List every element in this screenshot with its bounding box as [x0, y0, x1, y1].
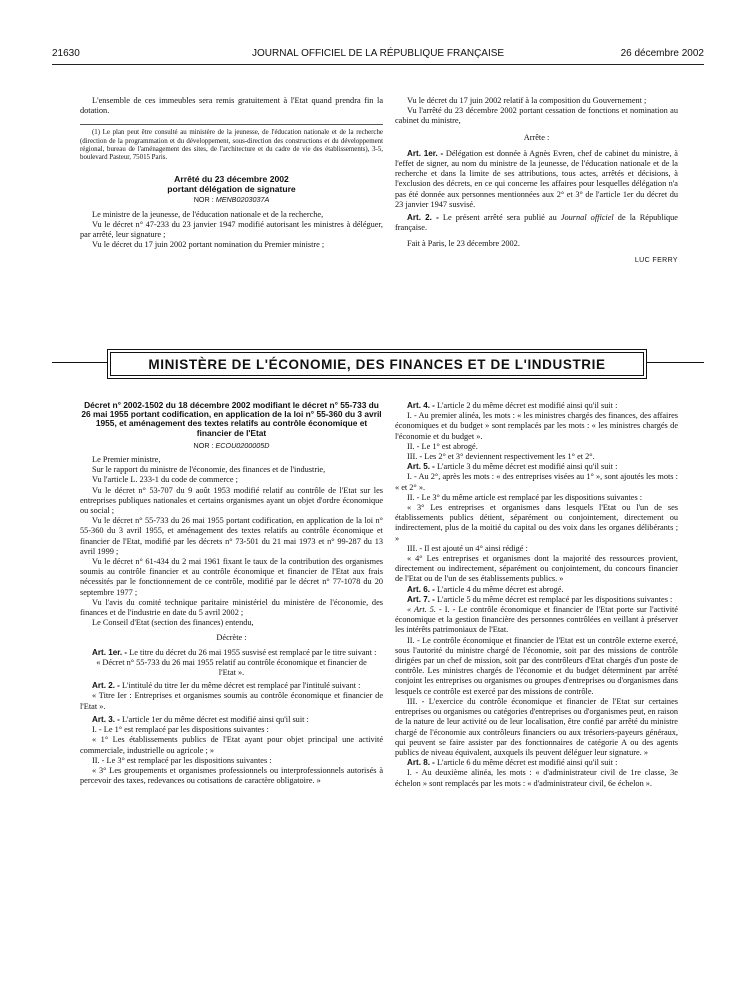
banner-rule-right	[647, 362, 704, 363]
nor-code: MENB0203037A	[215, 195, 270, 205]
arrete-title-line1: Arrêté du 23 décembre 2002	[174, 174, 289, 185]
decree-article-8	[395, 758, 678, 768]
decree-article-2-quote: « Titre Ier : Entreprises et organismes soumis au contrôle économique et financier de l'Etat ».	[80, 691, 383, 711]
decree-article-7-label: Art. 7. -	[407, 594, 435, 604]
decree-article-3-i-quote: « 1° Les établissements publics de l'Etat ayant pour objet principal une activité commerciale, industrielle ou agricole ; »	[80, 735, 383, 755]
decree-article-5-label: Art. 5. -	[407, 462, 435, 472]
decree-article-4	[395, 401, 678, 411]
intro-paragraph: L'ensemble de ces immeubles sera remis gratuitement à l'Etat quand prendra fin la dotation.	[80, 96, 383, 116]
footnote-rule	[80, 124, 383, 125]
decree-nor-label: NOR :	[193, 440, 214, 450]
decree-p5: Vu le décret n° 55-733 du 26 mai 1955 portant codification, en application de la loi n° 55-360 du 3 avril 1955, et aménagement des textes relatifs au contrôle économique et financier de l'Etat, modifié par les décrets n° 73-501 du 21 mai 1973 et n° 99-287 du 13 avril 1999 ;	[80, 516, 383, 556]
decree-p2: Sur le rapport du ministre de l'économie, des finances et de l'industrie,	[92, 465, 326, 475]
decree-article-8-label: Art. 8. -	[407, 758, 435, 768]
arrete-title-line2: portant délégation de signature	[167, 183, 296, 194]
decree-nor	[80, 441, 383, 451]
decree-article-7-text: L'article 5 du même décret est remplacé par les dispositions suivantes :	[436, 594, 673, 604]
article-1-label: Art. 1er. -	[407, 148, 444, 158]
article-1	[395, 149, 678, 210]
signature	[395, 255, 678, 266]
decree-p7: Vu l'avis du comité technique paritaire ministériel du ministère de l'économie, des finances et de l'industrie en date du 5 avril 2002 ;	[80, 597, 383, 618]
decree-article-5-ii-quote: « 3° Les entreprises et organismes dans lesquels l'Etat ou l'un de ses établissements publics détient, séparément ou conjointement, directement ou indirectement, plus de la moitié du capital ou des voix dans les organes délibérants ; »	[395, 503, 678, 543]
decree-article-4-text: L'article 2 du même décret est modifié ainsi qu'il suit :	[436, 401, 618, 410]
visa-2: Vu le décret n° 47-233 du 23 janvier 1947 modifié autorisant les ministres à déléguer, par arrêté, leur signature ;	[80, 219, 383, 240]
decree-article-4-ii: II. - Le 1° est abrogé.	[407, 441, 478, 451]
visa-3: Vu le décret du 17 juin 2002 portant nomination du Premier ministre ;	[92, 240, 325, 250]
decree-article-1-text: Le titre du décret du 26 mai 1955 susvisé est remplacé par le titre suivant :	[129, 647, 377, 657]
decree-article-4-i: I. - Au premier alinéa, les mots : « les ministres chargés des finances, des affaires économiques et du budget » sont remplacés par les mots : « les ministres chargés de l'économie et du budget ».	[395, 411, 678, 441]
decree-article-6	[395, 585, 678, 595]
decree-article-2	[80, 681, 383, 691]
decree-article-1-quote: « Décret n° 55-733 du 26 mai 1955 relatif au contrôle économique et financier de l'Etat ».	[96, 657, 367, 678]
visa-5: Vu l'arrêté du 23 décembre 2002 portant cessation de fonctions et nomination au cabinet du ministre,	[395, 106, 678, 126]
decree-article-3-label: Art. 3. -	[92, 714, 120, 724]
bottom-right-column	[395, 401, 678, 789]
decree-article-5-text: L'article 3 du même décret est modifié ainsi qu'il suit :	[436, 462, 618, 472]
header-rule	[52, 64, 704, 65]
decree-article-5-i: I. - Au 2°, après les mots : « des entreprises visées au 1° », sont ajoutés les mots : « et 2° ».	[395, 472, 678, 492]
signatory-name: LUC FERRY	[634, 256, 678, 264]
nor-label: NOR :	[193, 195, 214, 205]
decree-article-5	[395, 462, 678, 472]
decree-title: Décret n° 2002-1502 du 18 décembre 2002 modifiant le décret n° 55-733 du 26 mai 1955 portant codification, en application de la loi n° 55-360 du 3 avril 1955, et aménagement des textes relatifs au contrôle économique et financier de l'Etat	[81, 400, 382, 438]
decree-article-7-quote-i	[395, 605, 678, 636]
journal-officiel-italic: Journal officiel	[560, 213, 614, 223]
decree-p4: Vu le décret n° 53-707 du 9 août 1953 modifié relatif au contrôle de l'Etat sur les entreprises publiques nationales et certains organismes ayant un objet d'ordre économique ou social ;	[80, 485, 383, 516]
decree-p6: Vu le décret n° 61-434 du 2 mai 1961 fixant le taux de la contribution des organismes soumis au contrôle financier et au contrôle économique et financier de l'Etat aux frais nécessités par le fonctionnement de ce contrôle, modifié par le décret n° 77-1078 du 20 septembre 1977 ;	[80, 557, 383, 597]
decree-article-7	[395, 595, 678, 605]
arrete-title	[80, 175, 383, 194]
decree-article-2-label: Art. 2. -	[92, 681, 120, 691]
decree-p1: Le Premier ministre,	[92, 455, 161, 465]
decree-article-8-text: L'article 6 du même décret est modifié ainsi qu'il suit :	[436, 758, 618, 768]
decree-article-7-quote-i-text: - I. - Le contrôle économique et financier de l'Etat porte sur l'activité économique et la gestion financière des personnes contrôlées en veillant à préserver les intérêts patrimoniaux de l'Etat.	[395, 605, 678, 635]
decree-article-7-quote-iii: III. - L'exercice du contrôle économique et financier de l'Etat sur certaines entreprises ou organismes ou catégories d'entreprises ou d'organismes peut, en raison de la nature de leur activité ou de leur localisation, être confié par arrêté du ministre chargé de l'économie aux contrôleurs financiers ou aux trésoriers-payeurs généraux, qui peuvent se faire assister par des fonctionnaires de catégorie A ou des agents publics de niveau équivalent, auxquels ils peuvent déléguer leur signature. »	[395, 696, 678, 757]
decree-article-6-text: L'article 4 du même décret est abrogé.	[436, 584, 564, 594]
nor-reference	[80, 195, 383, 205]
article-5-italic: « Art. 5.	[407, 605, 436, 615]
decree-article-3-ii-quote: « 3° Les groupements et organismes professionnels ou interprofessionnels autorisés à percevoir des taxes, redevances ou cotisations de caractère obligatoire. »	[80, 765, 383, 786]
decree-article-1-label: Art. 1er. -	[92, 647, 128, 657]
bottom-left-column	[80, 401, 383, 786]
visa-1: Le ministre de la jeunesse, de l'éducation nationale et de la recherche,	[92, 209, 324, 219]
decree-article-7-quote-ii: II. - Le contrôle économique et financier de l'Etat est un contrôle externe exercé, sous l'autorité du ministre chargé de l'économie, soit par des missions de contrôle dirigées par un chef de mission, soit par des contrôleurs d'Etat chargés d'un poste de contrôle. Les ministres chargés de l'économie et du budget déterminent par arrêté conjoint les entreprises ou organismes ou groupes d'entreprises ou d'organismes dans lesquels ce contrôle est exercé par des missions de contrôle.	[395, 635, 678, 696]
decree-article-2-text: L'intitulé du titre Ier du même décret est remplacé par l'intitulé suivant :	[121, 681, 361, 691]
decree-article-8-i: I. - Au deuxième alinéa, les mots : « d'administrateur civil de 1re classe, 3e échelon » sont remplacés par les mots : « d'administrateur civil, 6e échelon ».	[395, 768, 678, 788]
issue-date: 26 décembre 2002	[620, 48, 704, 59]
article-2	[395, 213, 678, 233]
decree-article-1	[80, 648, 383, 658]
page-number: 21630	[52, 48, 80, 59]
decree-article-5-iii: III. - Il est ajouté un 4° ainsi rédigé :	[407, 543, 528, 553]
decree-p3: Vu l'article L. 233-1 du code de commerce ;	[92, 475, 238, 485]
decree-nor-code: ECOU0200005D	[215, 440, 270, 450]
decree-article-3-text: L'article 1er du même décret est modifié ainsi qu'il suit :	[121, 714, 309, 724]
journal-title: JOURNAL OFFICIEL DE LA RÉPUBLIQUE FRANÇAISE	[252, 48, 505, 59]
top-right-column	[395, 96, 678, 266]
decree-article-4-label: Art. 4. -	[407, 401, 435, 410]
article-2-text: Le présent arrêté sera publié au	[442, 213, 557, 223]
decree-article-3	[80, 715, 383, 725]
decree-article-4-iii: III. - Les 2° et 3° deviennent respectivement les 1° et 2°.	[407, 452, 595, 462]
footnote: (1) Le plan peut être consulté au ministère de la jeunesse, de l'éducation nationale et de la recherche (direction de la programmation et du développement, sous-direction des constructions et du développement régional, bureau de l'aménagement des sites, de l'architecture et du cadre de vie des établissements), 3-5, boulevard Pasteur, 75015 Paris.	[80, 129, 383, 162]
decrete-heading: Décrète :	[216, 633, 247, 643]
decree-article-5-ii: II. - Le 3° du même article est remplacé par les dispositions suivantes :	[407, 492, 643, 502]
decree-p8: Le Conseil d'Etat (section des finances) entendu,	[92, 618, 254, 628]
article-2-text-end: de la République française.	[395, 213, 678, 233]
visa-4: Vu le décret du 17 juin 2002 relatif à la composition du Gouvernement ;	[407, 96, 647, 105]
article-1-text: Délégation est donnée à Agnès Evren, chef de cabinet du ministre, à l'effet de signer, au nom du ministre de la jeunesse, de l'éducation nationale et de la recherche et dans la limite de ses attributions, tous actes, arrêtés et décisions, à l'exclusion des décrets, en ce qui concerne les affaires pour lesquelles délégation n'a pas été donnée aux personnes mentionnées aux 2° et 3° de l'article 1er du décret du 23 janvier 1947 susvisé.	[395, 148, 678, 209]
decree-article-3-i: I. - Le 1° est remplacé par les dispositions suivantes :	[92, 725, 269, 735]
arrete-heading: Arrête :	[523, 132, 550, 142]
decree-article-6-label: Art. 6. -	[407, 584, 435, 594]
done-at: Fait à Paris, le 23 décembre 2002.	[407, 239, 520, 249]
ministry-banner-text: MINISTÈRE DE L'ÉCONOMIE, DES FINANCES ET DE L'INDUSTRIE	[110, 352, 644, 376]
top-left-column	[80, 96, 383, 250]
decree-article-3-ii: II. - Le 3° est remplacé par les dispositions suivantes :	[92, 755, 272, 765]
ministry-banner	[107, 349, 647, 379]
page-header	[52, 48, 704, 62]
article-2-label: Art. 2. -	[407, 213, 439, 223]
decree-article-5-iii-quote: « 4° Les entreprises et organismes dont la majorité des ressources provient, directement ou indirectement, séparément ou conjointement, du concours financier de l'Etat ou de l'un de ses établissements publics. »	[395, 554, 678, 584]
banner-rule-left	[52, 362, 107, 363]
